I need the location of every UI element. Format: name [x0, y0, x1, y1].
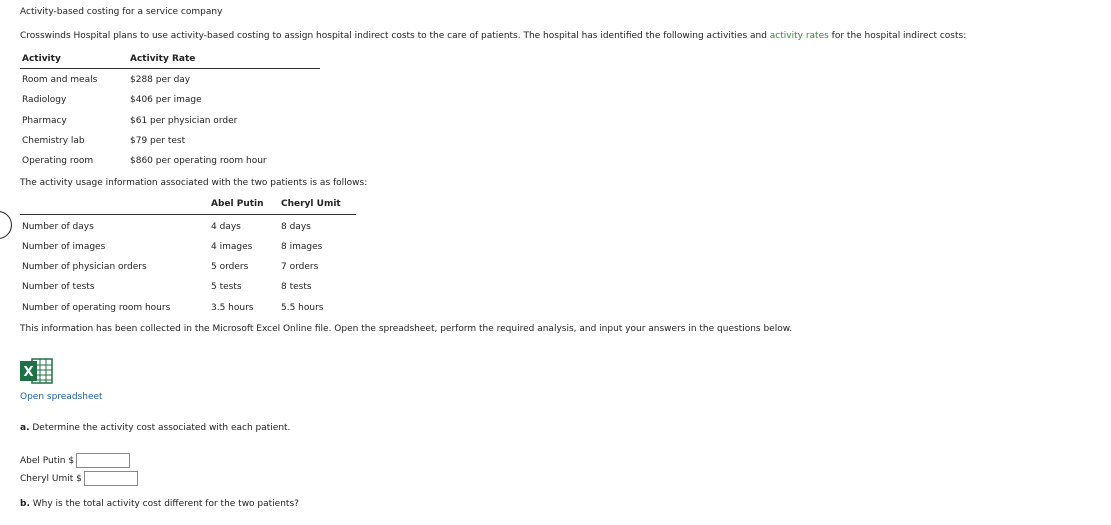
rates-rate-cell: $860 per operating room hour [130, 156, 267, 166]
excel-icon[interactable] [20, 357, 54, 385]
rates-activity-cell: Operating room [22, 156, 94, 166]
usage-cheryl-cell: 8 tests [281, 282, 312, 292]
rates-header-divider [20, 68, 320, 69]
intro-text-after: for the hospital indirect costs: [828, 31, 967, 41]
usage-header-divider [20, 214, 356, 215]
open-spreadsheet-link[interactable]: Open spreadsheet [20, 392, 103, 402]
cheryl-cost-input[interactable] [84, 471, 138, 486]
page-title: Activity-based costing for a service company [20, 7, 223, 17]
usage-label-cell: Number of physician orders [22, 262, 147, 272]
usage-header-abel: Abel Putin [211, 199, 264, 209]
rates-rate-cell: $288 per day [130, 75, 191, 85]
usage-cheryl-cell: 8 images [281, 242, 323, 252]
answer-abel-label: Abel Putin $ [20, 456, 75, 466]
usage-cheryl-cell: 8 days [281, 222, 311, 232]
rates-activity-cell: Radiology [22, 95, 67, 105]
intro-paragraph [20, 31, 966, 41]
excel-note: This information has been collected in the Microsoft Excel Online file. Open the spreadsheet, perform the required analysis, and input your answers in the questions below. [20, 324, 793, 334]
question-a-label: a. [20, 423, 30, 433]
rates-activity-cell: Chemistry lab [22, 136, 85, 146]
usage-header-cheryl: Cheryl Umit [281, 199, 341, 209]
question-b-label: b. [20, 499, 30, 509]
intro-text-before: Crosswinds Hospital plans to use activity-based costing to assign hospital indirect costs to the care of patients. The hospital has identified the following activities and [20, 31, 770, 41]
usage-label-cell: Number of images [22, 242, 106, 252]
usage-abel-cell: 4 days [211, 222, 241, 232]
usage-label-cell: Number of operating room hours [22, 303, 171, 313]
usage-cheryl-cell: 5.5 hours [281, 303, 324, 313]
usage-abel-cell: 5 tests [211, 282, 242, 292]
activity-rates-term[interactable]: activity rates [769, 31, 829, 41]
question-b-text: Why is the total activity cost different for the two patients? [29, 499, 299, 509]
rates-header-activity: Activity [22, 54, 61, 64]
question-a [20, 423, 290, 433]
rates-activity-cell: Pharmacy [22, 116, 67, 126]
usage-abel-cell: 3.5 hours [211, 303, 254, 313]
rates-header-rate: Activity Rate [130, 54, 196, 64]
scroll-marker-circle [0, 211, 12, 239]
usage-intro: The activity usage information associated with the two patients is as follows: [20, 178, 368, 188]
abel-cost-input[interactable] [76, 453, 130, 468]
usage-abel-cell: 5 orders [211, 262, 249, 272]
question-a-text: Determine the activity cost associated with each patient. [29, 423, 291, 433]
excel-icon-letter: X [23, 365, 34, 380]
rates-rate-cell: $406 per image [130, 95, 202, 105]
rates-rate-cell: $61 per physician order [130, 116, 238, 126]
rates-rate-cell: $79 per test [130, 136, 186, 146]
answer-cheryl-label: Cheryl Umit $ [20, 474, 82, 484]
rates-activity-cell: Room and meals [22, 75, 98, 85]
usage-cheryl-cell: 7 orders [281, 262, 319, 272]
question-b [20, 499, 299, 509]
usage-label-cell: Number of days [22, 222, 94, 232]
usage-label-cell: Number of tests [22, 282, 95, 292]
usage-abel-cell: 4 images [211, 242, 253, 252]
